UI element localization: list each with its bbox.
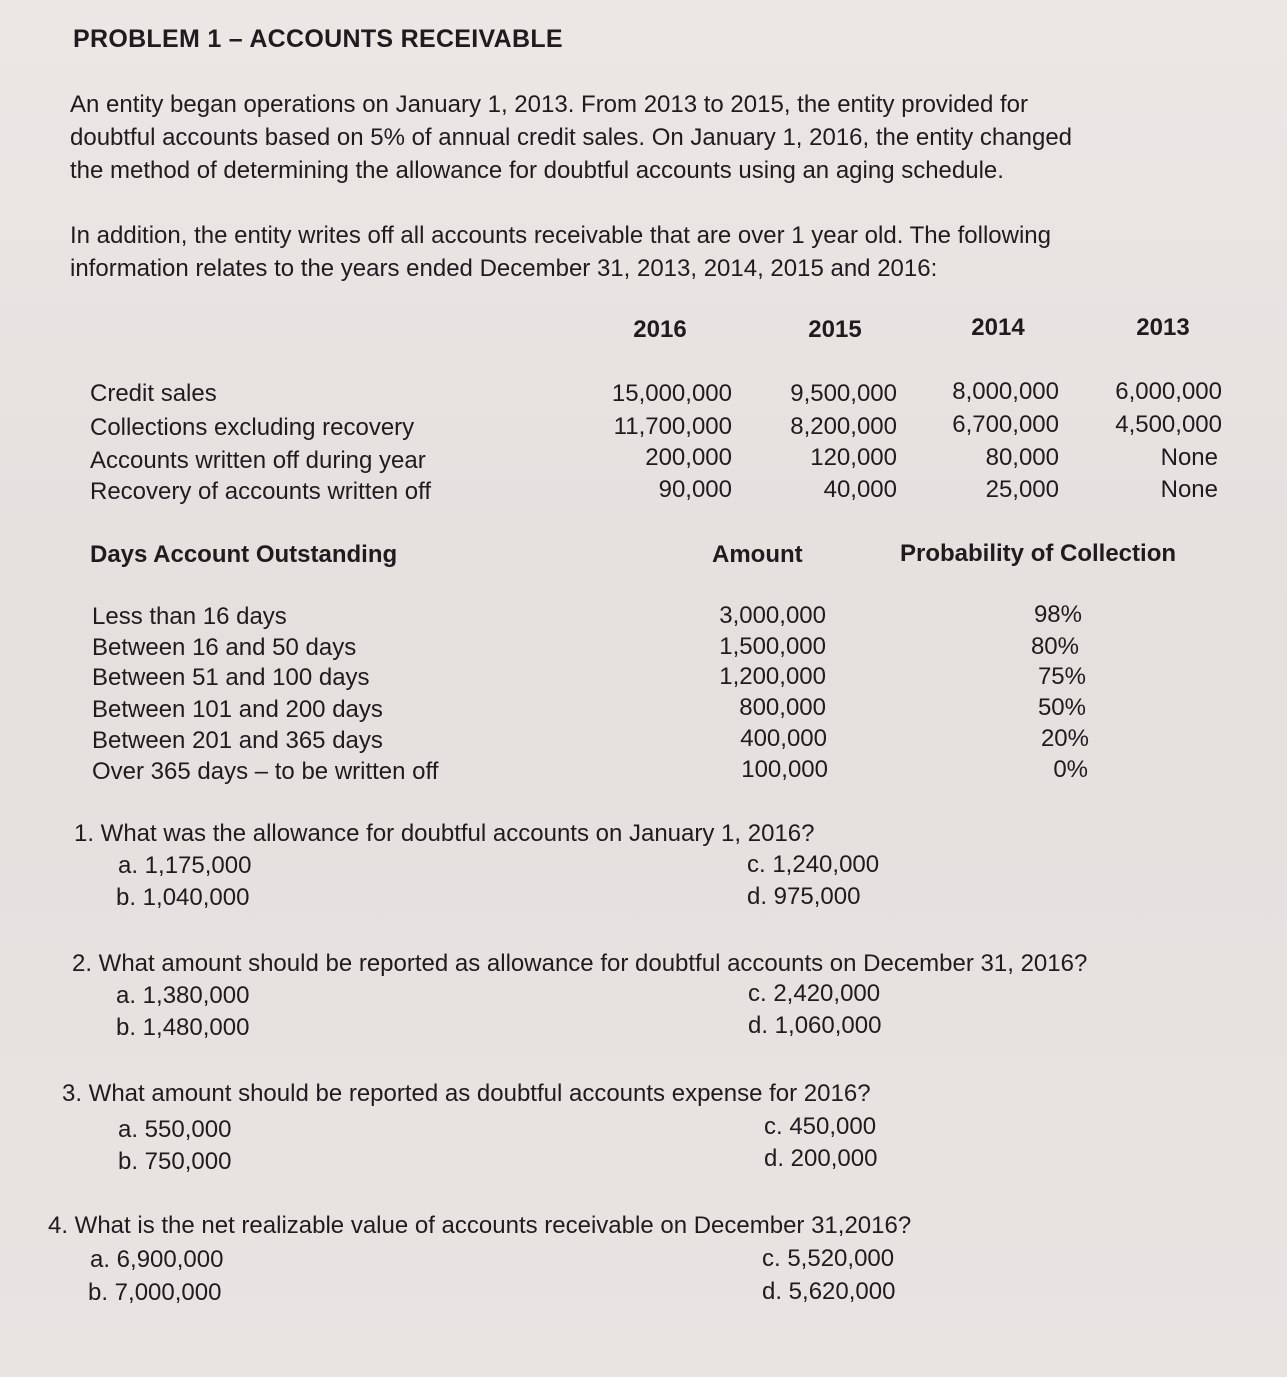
option-a: a. 1,175,000	[118, 852, 252, 879]
intro2-line-1: In addition, the entity writes off all accounts receivable that are over 1 year old. The following	[70, 222, 1051, 249]
problem-title: PROBLEM 1 – ACCOUNTS RECEIVABLE	[73, 25, 563, 53]
cell-value: None	[1160, 476, 1218, 503]
year-header-2013: 2013	[1136, 314, 1190, 341]
intro-line-1: An entity began operations on January 1, 2013. From 2013 to 2015, the entity provided for	[70, 91, 1028, 118]
cell-value: 15,000,000	[611, 380, 732, 407]
aging-probability: 20%	[1040, 725, 1089, 752]
option-d: d. 200,000	[764, 1145, 878, 1172]
option-a: a. 1,380,000	[116, 982, 250, 1009]
year-header-2015: 2015	[808, 316, 862, 343]
question-text: 1. What was the allowance for doubtful accounts on January 1, 2016?	[74, 820, 815, 847]
aging-probability: 75%	[1037, 663, 1086, 690]
row-label: Credit sales	[90, 380, 217, 407]
option-c: c. 2,420,000	[748, 980, 881, 1007]
row-label: Collections excluding recovery	[90, 414, 415, 441]
aging-probability: 50%	[1037, 694, 1086, 721]
question-text: 2. What amount should be reported as allowance for doubtful accounts on December 31, 2016?	[72, 950, 1088, 977]
aging-label: Between 16 and 50 days	[92, 634, 357, 661]
cell-value: 80,000	[985, 444, 1059, 471]
option-c: c. 5,520,000	[762, 1245, 895, 1272]
cell-value: 8,200,000	[790, 413, 897, 440]
cell-value: 9,500,000	[790, 380, 897, 407]
aging-probability: 80%	[1030, 633, 1079, 660]
option-d: d. 975,000	[747, 883, 861, 910]
intro-line-2: doubtful accounts based on 5% of annual credit sales. On January 1, 2016, the entity changed	[70, 124, 1073, 151]
aging-amount: 400,000	[740, 725, 827, 752]
intro-line-3: the method of determining the allowance for doubtful accounts using an aging schedule.	[70, 157, 1004, 184]
cell-value: 4,500,000	[1115, 411, 1222, 438]
aging-amount: 100,000	[741, 756, 828, 783]
question-text: 3. What amount should be reported as doubtful accounts expense for 2016?	[62, 1080, 871, 1107]
aging-amount: 800,000	[739, 694, 826, 721]
option-b: b. 1,040,000	[116, 884, 250, 911]
option-c: c. 1,240,000	[747, 851, 880, 878]
aging-amount: 1,200,000	[719, 663, 826, 690]
option-d: d. 5,620,000	[762, 1278, 896, 1305]
cell-value: 25,000	[985, 476, 1059, 503]
cell-value: 6,700,000	[952, 411, 1059, 438]
cell-value: 8,000,000	[952, 378, 1059, 405]
aging-amount: 1,500,000	[719, 633, 826, 660]
year-header-2016: 2016	[633, 316, 687, 343]
aging-label: Over 365 days – to be written off	[92, 758, 439, 785]
question-text: 4. What is the net realizable value of accounts receivable on December 31,2016?	[48, 1212, 912, 1239]
aging-label: Between 51 and 100 days	[92, 664, 370, 691]
aging-probability: 98%	[1033, 601, 1082, 628]
option-b: b. 750,000	[118, 1148, 232, 1175]
cell-value: 200,000	[645, 444, 732, 471]
option-d: d. 1,060,000	[748, 1012, 882, 1039]
intro2-line-2: information relates to the years ended December 31, 2013, 2014, 2015 and 2016:	[70, 255, 938, 282]
aging-label: Between 201 and 365 days	[92, 727, 383, 754]
aging-label: Between 101 and 200 days	[92, 696, 383, 723]
cell-value: 40,000	[823, 476, 897, 503]
cell-value: 90,000	[658, 476, 732, 503]
cell-value: None	[1160, 444, 1218, 471]
aging-amount: 3,000,000	[719, 602, 826, 629]
cell-value: 120,000	[810, 444, 897, 471]
aging-header-probability: Probability of Collection	[900, 540, 1177, 567]
option-a: a. 550,000	[118, 1116, 232, 1143]
aging-label: Less than 16 days	[92, 603, 287, 630]
option-c: c. 450,000	[764, 1113, 877, 1140]
option-b: b. 1,480,000	[116, 1014, 250, 1041]
row-label: Accounts written off during year	[90, 447, 426, 474]
row-label: Recovery of accounts written off	[90, 478, 432, 505]
year-header-2014: 2014	[971, 314, 1025, 341]
cell-value: 11,700,000	[613, 413, 732, 440]
option-b: b. 7,000,000	[88, 1279, 222, 1306]
cell-value: 6,000,000	[1115, 378, 1222, 405]
aging-header-days: Days Account Outstanding	[90, 541, 398, 568]
option-a: a. 6,900,000	[90, 1246, 224, 1273]
aging-probability: 0%	[1053, 756, 1088, 783]
aging-header-amount: Amount	[712, 541, 803, 568]
